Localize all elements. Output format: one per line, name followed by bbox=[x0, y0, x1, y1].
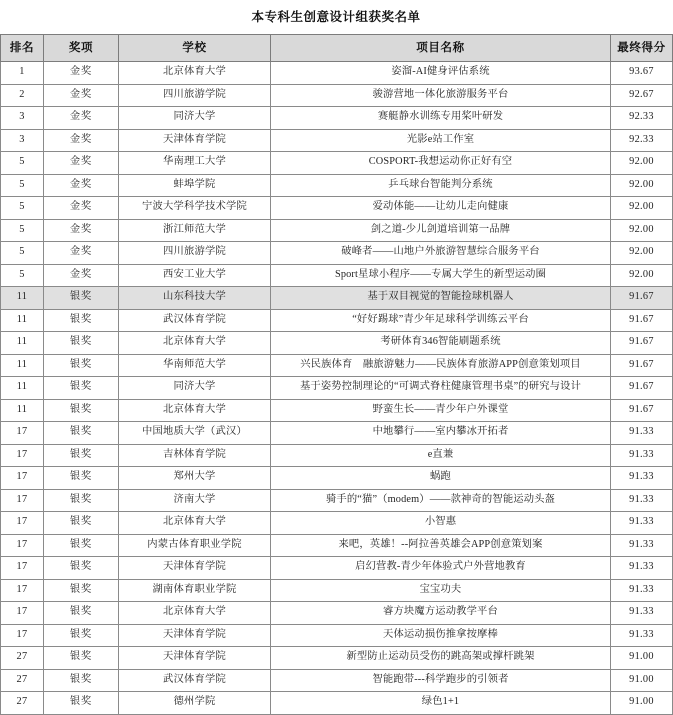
cell-award: 银奖 bbox=[44, 512, 119, 535]
cell-score: 91.00 bbox=[611, 669, 673, 692]
table-row bbox=[1, 107, 673, 130]
cell-project: 爱动体能——让幼儿走向健康 bbox=[271, 197, 611, 220]
table-row bbox=[1, 579, 673, 602]
cell-project: 考研体育346智能刷题系统 bbox=[271, 332, 611, 355]
cell-project: 蜗跑 bbox=[271, 467, 611, 490]
table-row bbox=[1, 557, 673, 580]
cell-school: 武汉体育学院 bbox=[119, 669, 271, 692]
table-row bbox=[1, 534, 673, 557]
cell-project: 小智惠 bbox=[271, 512, 611, 535]
cell-rank: 5 bbox=[1, 264, 44, 287]
cell-score: 91.00 bbox=[611, 692, 673, 715]
cell-rank: 5 bbox=[1, 174, 44, 197]
table-row bbox=[1, 287, 673, 310]
cell-project: 中地攀行——室内攀冰开拓者 bbox=[271, 422, 611, 445]
cell-award: 银奖 bbox=[44, 287, 119, 310]
cell-score: 91.67 bbox=[611, 309, 673, 332]
cell-score: 91.33 bbox=[611, 557, 673, 580]
cell-project: 启幻营教-青少年体验式户外营地教育 bbox=[271, 557, 611, 580]
cell-rank: 5 bbox=[1, 242, 44, 265]
table-row bbox=[1, 602, 673, 625]
cell-award: 银奖 bbox=[44, 309, 119, 332]
cell-award: 银奖 bbox=[44, 669, 119, 692]
cell-award: 银奖 bbox=[44, 579, 119, 602]
table-row bbox=[1, 399, 673, 422]
cell-school: 同济大学 bbox=[119, 107, 271, 130]
cell-score: 91.67 bbox=[611, 287, 673, 310]
cell-award: 银奖 bbox=[44, 647, 119, 670]
cell-project: 来吧，英雄！--阿拉善英雄会APP创意策划案 bbox=[271, 534, 611, 557]
cell-school: 天津体育学院 bbox=[119, 624, 271, 647]
cell-rank: 11 bbox=[1, 377, 44, 400]
cell-score: 91.33 bbox=[611, 602, 673, 625]
cell-school: 天津体育学院 bbox=[119, 647, 271, 670]
cell-rank: 2 bbox=[1, 84, 44, 107]
cell-award: 金奖 bbox=[44, 174, 119, 197]
table-header-row bbox=[1, 35, 673, 62]
cell-school: 武汉体育学院 bbox=[119, 309, 271, 332]
cell-school: 北京体育大学 bbox=[119, 62, 271, 85]
cell-project: 剑之道-少儿剑道培训第一品牌 bbox=[271, 219, 611, 242]
table-header bbox=[1, 35, 673, 62]
cell-rank: 5 bbox=[1, 152, 44, 175]
cell-rank: 17 bbox=[1, 557, 44, 580]
cell-rank: 5 bbox=[1, 219, 44, 242]
cell-score: 91.33 bbox=[611, 489, 673, 512]
column-header-score: 最终得分 bbox=[611, 35, 673, 62]
award-list-table bbox=[0, 34, 673, 715]
cell-rank: 17 bbox=[1, 512, 44, 535]
cell-school: 山东科技大学 bbox=[119, 287, 271, 310]
cell-score: 91.67 bbox=[611, 332, 673, 355]
cell-score: 91.33 bbox=[611, 624, 673, 647]
cell-project: 睿方块魔方运动教学平台 bbox=[271, 602, 611, 625]
table-row bbox=[1, 489, 673, 512]
cell-school: 同济大学 bbox=[119, 377, 271, 400]
cell-project: e直兼 bbox=[271, 444, 611, 467]
cell-school: 北京体育大学 bbox=[119, 602, 271, 625]
cell-project: 基于姿势控制理论的“可调式脊柱健康管理书桌”的研究与设计 bbox=[271, 377, 611, 400]
column-header-rank: 排名 bbox=[1, 35, 44, 62]
cell-school: 中国地质大学（武汉） bbox=[119, 422, 271, 445]
table-body bbox=[1, 62, 673, 715]
page-title: 本专科生创意设计组获奖名单 bbox=[251, 10, 421, 24]
cell-award: 金奖 bbox=[44, 107, 119, 130]
cell-rank: 11 bbox=[1, 287, 44, 310]
cell-project: 破峰者——山地户外旅游智慧综合服务平台 bbox=[271, 242, 611, 265]
cell-project: 宝宝功夫 bbox=[271, 579, 611, 602]
cell-rank: 17 bbox=[1, 579, 44, 602]
cell-score: 92.33 bbox=[611, 129, 673, 152]
cell-rank: 11 bbox=[1, 332, 44, 355]
cell-award: 金奖 bbox=[44, 197, 119, 220]
cell-award: 金奖 bbox=[44, 152, 119, 175]
table-row bbox=[1, 197, 673, 220]
table-row bbox=[1, 309, 673, 332]
cell-project: 兴民族体育 融旅游魅力——民族体育旅游APP创意策划项目 bbox=[271, 354, 611, 377]
cell-project: 智能跑带---科学跑步的引领者 bbox=[271, 669, 611, 692]
cell-rank: 3 bbox=[1, 107, 44, 130]
cell-score: 92.00 bbox=[611, 219, 673, 242]
cell-award: 银奖 bbox=[44, 602, 119, 625]
cell-score: 92.00 bbox=[611, 242, 673, 265]
cell-rank: 17 bbox=[1, 444, 44, 467]
table-row bbox=[1, 242, 673, 265]
table-row bbox=[1, 422, 673, 445]
table-row bbox=[1, 84, 673, 107]
cell-award: 银奖 bbox=[44, 489, 119, 512]
cell-project: 光影e站工作室 bbox=[271, 129, 611, 152]
cell-school: 德州学院 bbox=[119, 692, 271, 715]
cell-score: 92.33 bbox=[611, 107, 673, 130]
table-row bbox=[1, 377, 673, 400]
cell-award: 银奖 bbox=[44, 377, 119, 400]
cell-rank: 17 bbox=[1, 422, 44, 445]
cell-score: 92.00 bbox=[611, 264, 673, 287]
cell-project: 骑手的“猫”（modem）——款神奇的智能运动头盔 bbox=[271, 489, 611, 512]
table-row bbox=[1, 624, 673, 647]
table-row bbox=[1, 264, 673, 287]
cell-project: 骏游营地一体化旅游服务平台 bbox=[271, 84, 611, 107]
cell-award: 银奖 bbox=[44, 444, 119, 467]
cell-rank: 17 bbox=[1, 534, 44, 557]
cell-school: 天津体育学院 bbox=[119, 129, 271, 152]
cell-award: 银奖 bbox=[44, 557, 119, 580]
cell-school: 北京体育大学 bbox=[119, 512, 271, 535]
cell-school: 吉林体育学院 bbox=[119, 444, 271, 467]
table-row bbox=[1, 219, 673, 242]
cell-project: 绿色1+1 bbox=[271, 692, 611, 715]
table-row bbox=[1, 174, 673, 197]
cell-score: 91.67 bbox=[611, 354, 673, 377]
cell-award: 银奖 bbox=[44, 332, 119, 355]
cell-school: 四川旅游学院 bbox=[119, 242, 271, 265]
table-row bbox=[1, 129, 673, 152]
cell-score: 91.33 bbox=[611, 579, 673, 602]
cell-project: 天体运动损伤推拿按摩棒 bbox=[271, 624, 611, 647]
table-row bbox=[1, 62, 673, 85]
cell-rank: 27 bbox=[1, 669, 44, 692]
cell-school: 蚌埠学院 bbox=[119, 174, 271, 197]
cell-award: 银奖 bbox=[44, 692, 119, 715]
cell-score: 92.00 bbox=[611, 174, 673, 197]
cell-score: 91.33 bbox=[611, 534, 673, 557]
cell-rank: 11 bbox=[1, 399, 44, 422]
cell-school: 华南理工大学 bbox=[119, 152, 271, 175]
cell-award: 金奖 bbox=[44, 84, 119, 107]
cell-rank: 27 bbox=[1, 647, 44, 670]
cell-rank: 11 bbox=[1, 354, 44, 377]
cell-score: 91.33 bbox=[611, 444, 673, 467]
table-row bbox=[1, 332, 673, 355]
cell-school: 湖南体育职业学院 bbox=[119, 579, 271, 602]
cell-school: 郑州大学 bbox=[119, 467, 271, 490]
cell-score: 91.33 bbox=[611, 512, 673, 535]
cell-project: 赛艇静水训练专用桨叶研发 bbox=[271, 107, 611, 130]
cell-school: 四川旅游学院 bbox=[119, 84, 271, 107]
cell-rank: 17 bbox=[1, 467, 44, 490]
table-row bbox=[1, 354, 673, 377]
cell-score: 91.33 bbox=[611, 422, 673, 445]
cell-award: 金奖 bbox=[44, 129, 119, 152]
cell-school: 济南大学 bbox=[119, 489, 271, 512]
cell-project: 姿溜-AI健身评估系统 bbox=[271, 62, 611, 85]
table-row bbox=[1, 669, 673, 692]
cell-project: Sport星球小程序——专属大学生的新型运动圈 bbox=[271, 264, 611, 287]
cell-award: 金奖 bbox=[44, 242, 119, 265]
cell-score: 92.00 bbox=[611, 197, 673, 220]
column-header-school: 学校 bbox=[119, 35, 271, 62]
cell-award: 银奖 bbox=[44, 467, 119, 490]
cell-school: 北京体育大学 bbox=[119, 332, 271, 355]
cell-award: 银奖 bbox=[44, 422, 119, 445]
cell-project: COSPORT-我想运动你正好有空 bbox=[271, 152, 611, 175]
cell-school: 西安工业大学 bbox=[119, 264, 271, 287]
cell-award: 金奖 bbox=[44, 264, 119, 287]
cell-project: 野蛮生长——青少年户外课堂 bbox=[271, 399, 611, 422]
cell-school: 浙江师范大学 bbox=[119, 219, 271, 242]
cell-project: “好好踢球”青少年足球科学训练云平台 bbox=[271, 309, 611, 332]
cell-award: 银奖 bbox=[44, 624, 119, 647]
cell-project: 基于双目视觉的智能捡球机器人 bbox=[271, 287, 611, 310]
cell-rank: 1 bbox=[1, 62, 44, 85]
cell-rank: 11 bbox=[1, 309, 44, 332]
cell-rank: 5 bbox=[1, 197, 44, 220]
cell-score: 92.00 bbox=[611, 152, 673, 175]
cell-score: 91.00 bbox=[611, 647, 673, 670]
table-row bbox=[1, 444, 673, 467]
column-header-project: 项目名称 bbox=[271, 35, 611, 62]
table-row bbox=[1, 152, 673, 175]
cell-award: 银奖 bbox=[44, 354, 119, 377]
cell-school: 内蒙古体育职业学院 bbox=[119, 534, 271, 557]
cell-school: 天津体育学院 bbox=[119, 557, 271, 580]
table-row bbox=[1, 692, 673, 715]
cell-school: 华南师范大学 bbox=[119, 354, 271, 377]
cell-score: 91.67 bbox=[611, 399, 673, 422]
cell-score: 92.67 bbox=[611, 84, 673, 107]
cell-school: 宁波大学科学技术学院 bbox=[119, 197, 271, 220]
column-header-award: 奖项 bbox=[44, 35, 119, 62]
table-row bbox=[1, 467, 673, 490]
cell-school: 北京体育大学 bbox=[119, 399, 271, 422]
cell-rank: 3 bbox=[1, 129, 44, 152]
cell-award: 银奖 bbox=[44, 399, 119, 422]
cell-score: 91.33 bbox=[611, 467, 673, 490]
cell-rank: 17 bbox=[1, 489, 44, 512]
cell-rank: 17 bbox=[1, 624, 44, 647]
cell-project: 新型防止运动员受伤的跳高架或撑杆跳架 bbox=[271, 647, 611, 670]
cell-award: 金奖 bbox=[44, 62, 119, 85]
cell-award: 银奖 bbox=[44, 534, 119, 557]
cell-rank: 27 bbox=[1, 692, 44, 715]
cell-rank: 17 bbox=[1, 602, 44, 625]
cell-score: 91.67 bbox=[611, 377, 673, 400]
cell-project: 乒乓球台智能判分系统 bbox=[271, 174, 611, 197]
cell-score: 93.67 bbox=[611, 62, 673, 85]
table-row bbox=[1, 512, 673, 535]
table-row bbox=[1, 647, 673, 670]
cell-award: 金奖 bbox=[44, 219, 119, 242]
